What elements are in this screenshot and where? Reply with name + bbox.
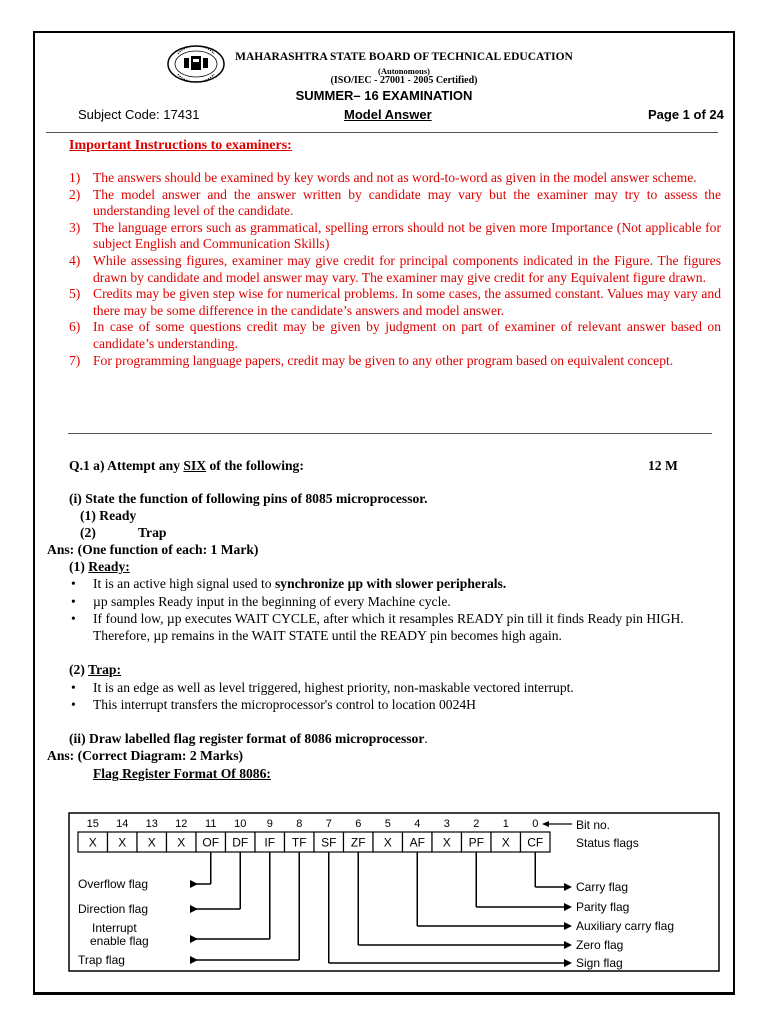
trap-bullet: • This interrupt transfers the microprocessor's control to location 0024H — [71, 697, 476, 712]
arrow-head — [190, 935, 198, 943]
bit-number: 5 — [384, 818, 391, 830]
bit-number: 3 — [443, 818, 450, 830]
left-flag-label: Direction flag — [78, 902, 149, 916]
ready-bullet: • If found low, µp executes WAIT CYCLE, after which it resamples READY pin till it finds Ready pin HIGH. Therefore, µp remains in the WAIT STATE until the READY pin becomes high again. — [71, 611, 684, 643]
flag-cell-label: X — [147, 835, 156, 850]
flag-cell-label: X — [118, 835, 127, 850]
flag-cell-label: X — [501, 835, 510, 850]
right-flag-label: Parity flag — [576, 900, 630, 914]
arrow-head — [190, 905, 198, 913]
pin-trap-num: (2) — [80, 525, 96, 540]
left-flag-label: enable flag — [90, 934, 149, 948]
right-flag-label: Sign flag — [576, 956, 623, 970]
bit-number: 7 — [325, 818, 332, 830]
bit-number: 12 — [175, 818, 188, 830]
flag-cell-label: AF — [409, 835, 425, 850]
status-flags-label: Status flags — [576, 836, 639, 850]
ready-bullet: • It is an active high signal used to synchronize µp with slower peripherals. — [71, 576, 507, 591]
exam-title: SUMMER– 16 EXAMINATION — [295, 88, 473, 103]
arrow-head — [564, 922, 572, 930]
pin-trap: Trap — [138, 525, 167, 540]
bit-number: 0 — [532, 818, 539, 830]
page-border-bottom — [33, 992, 735, 995]
right-flag-label: Carry flag — [576, 880, 629, 894]
instructions-divider — [68, 433, 712, 434]
flag-cell-label: OF — [202, 835, 220, 850]
model-answer-label: Model Answer — [344, 107, 432, 122]
bit-number: 11 — [205, 818, 217, 830]
instructions-list — [69, 170, 721, 369]
answer-i-label: Ans: (One function of each: 1 Mark) — [47, 542, 259, 557]
bit-number: 1 — [502, 818, 509, 830]
flag-cell-label: IF — [264, 835, 276, 850]
left-flag-label: Trap flag — [78, 953, 125, 967]
question-title: Q.1 a) Attempt any SIX of the following: — [69, 458, 304, 473]
ready-bullet: • µp samples Ready input in the beginning of every Machine cycle. — [71, 594, 451, 609]
subquestion-i: (i) State the function of following pins of 8085 microprocessor. — [69, 491, 428, 506]
autonomous-label: (Autonomous) — [378, 66, 430, 76]
arrow-head — [564, 959, 572, 967]
flag-cell-label: PF — [468, 835, 484, 850]
flag-register-diagram — [68, 812, 720, 972]
subject-code: Subject Code: 17431 — [78, 107, 200, 122]
flag-cell-label: SF — [321, 835, 337, 850]
right-flag-label: Auxiliary carry flag — [576, 919, 675, 933]
instruction-item: 6) In case of some questions credit may be given by judgment on part of examiner of relevant answer based on candidate’s understanding. — [69, 319, 721, 351]
bit-number: 4 — [414, 818, 421, 830]
bit-number: 15 — [86, 818, 99, 830]
flag-cell-label: CF — [527, 835, 544, 850]
arrow-head — [190, 880, 198, 888]
bit-number: 9 — [266, 818, 273, 830]
flag-register-title: Flag Register Format Of 8086: — [93, 766, 271, 781]
bit-number: 13 — [145, 818, 158, 830]
answer-ii-label: Ans: (Correct Diagram: 2 Marks) — [47, 748, 244, 763]
flag-cell-label: X — [383, 835, 392, 850]
left-flag-label: Interrupt — [92, 921, 137, 935]
flag-cell-label: X — [88, 835, 97, 850]
ready-heading: (1) Ready: — [69, 559, 130, 574]
instruction-item: 5) Credits may be given step wise for numerical problems. In some cases, the assumed constant. Values may vary and there may be some difference in the candidate’s answers and model answer. — [69, 286, 721, 318]
trap-bullet: • It is an edge as well as level triggered, highest priority, non-maskable vectored interrupt. — [71, 680, 574, 695]
instructions-title: Important Instructions to examiners: — [69, 138, 292, 153]
flag-cell-label: X — [177, 835, 186, 850]
left-flag-label: Overflow flag — [78, 877, 149, 891]
instruction-item: 3) The language errors such as grammatical, spelling errors should not be given more Importance (Not applicable for subject English and Communication Skills) — [69, 219, 721, 252]
arrow-head — [564, 903, 572, 911]
arrow-head — [564, 941, 572, 949]
trap-heading: (2) Trap: — [69, 662, 121, 677]
pin-ready: (1) Ready — [80, 508, 137, 523]
board-name: MAHARASHTRA STATE BOARD OF TECHNICAL EDUCATION — [235, 51, 573, 63]
bit-no-label: Bit no. — [576, 818, 611, 832]
bit-number: 8 — [296, 818, 303, 830]
flag-cell-label: ZF — [350, 835, 366, 850]
instruction-item: 1) The answers should be examined by key words and not as word-to-word as given in the model answer scheme. — [69, 170, 697, 185]
bit-number: 6 — [355, 818, 362, 830]
certification-label: (ISO/IEC - 27001 - 2005 Certified) — [330, 75, 478, 86]
arrow-head — [542, 821, 549, 827]
instruction-item: 2) The model answer and the answer written by candidate may vary but the examiner may try to assess the understanding level of the candidate. — [69, 186, 721, 219]
instruction-item: 4) While assessing figures, examiner may give credit for principal components indicated in the Figure. The figures drawn by candidate and model answer may vary. The examiner may give credit for any Equivalent figure drawn. — [69, 252, 721, 285]
bit-number: 10 — [234, 818, 247, 830]
bit-number: 2 — [473, 818, 480, 830]
subquestion-ii: (ii) Draw labelled flag register format of 8086 microprocessor. — [69, 731, 428, 746]
page-number: Page 1 of 24 — [648, 107, 724, 122]
question-marks: 12 M — [648, 458, 678, 473]
arrow-head — [190, 956, 198, 964]
right-flag-label: Zero flag — [576, 938, 624, 952]
flag-cell-label: TF — [291, 835, 307, 850]
header-divider — [46, 132, 718, 133]
arrow-head — [564, 883, 572, 891]
instruction-item: 7) For programming language papers, credit may be given to any other program based on equivalent concept. — [69, 352, 674, 368]
bit-number: 14 — [116, 818, 129, 830]
flag-cell-label: DF — [232, 835, 249, 850]
flag-cell-label: X — [442, 835, 451, 850]
